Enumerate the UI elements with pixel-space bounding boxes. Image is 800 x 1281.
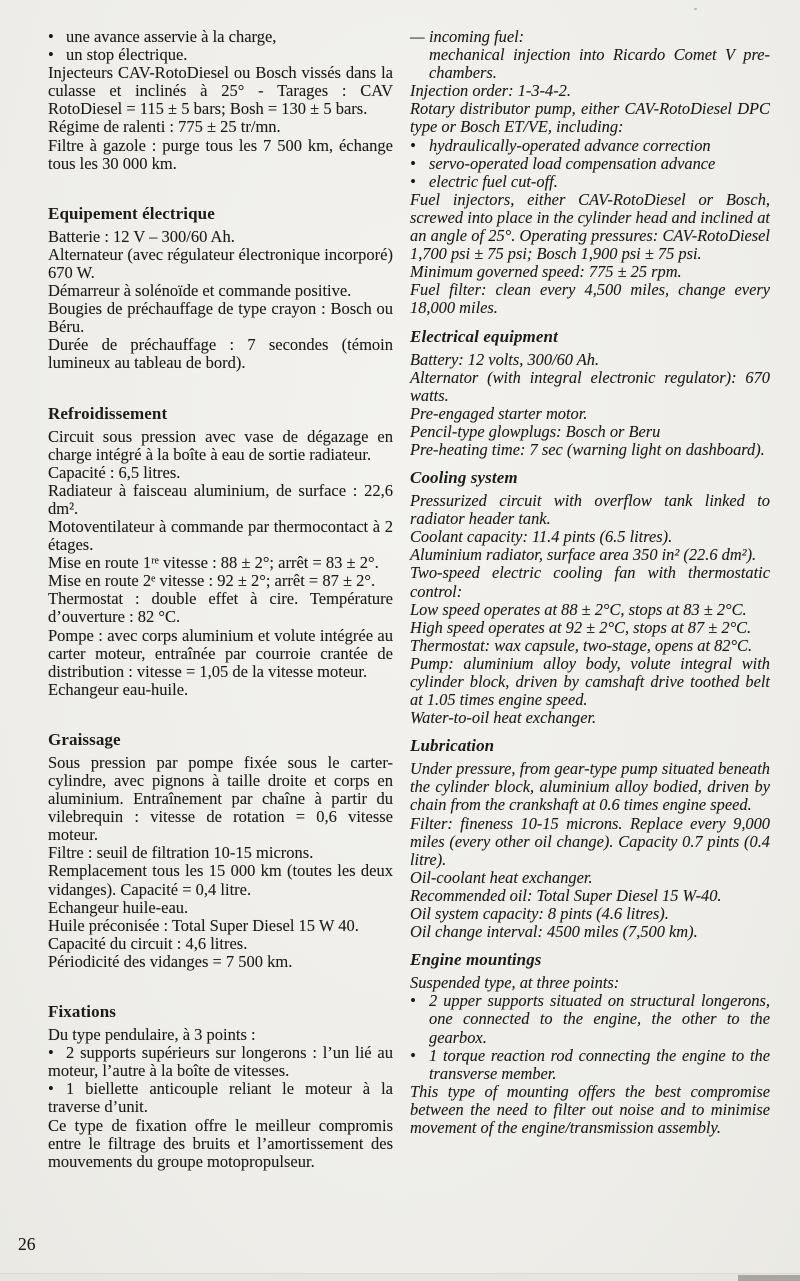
- paragraph-text: Alternator (with integral electronic regulator): 670 watts.: [410, 367, 770, 405]
- paragraph-text: Mise en route 2ᵉ vitesse : 92 ± 2°; arrêt = 87 ± 2°.: [48, 571, 376, 591]
- paragraph: [410, 1083, 770, 1137]
- paragraph-text: Motoventilateur à commande par thermocontact à 2 étages.: [48, 516, 393, 555]
- paragraph: [48, 627, 393, 681]
- paragraph: [48, 64, 393, 118]
- paragraph-text: hydraulically-operated advance correction: [429, 135, 711, 155]
- bullet-icon: •: [48, 45, 54, 65]
- paragraph-text: electric fuel cut-off.: [429, 171, 558, 191]
- paragraph: [410, 815, 770, 869]
- section: [410, 950, 770, 1137]
- paragraph: [48, 464, 393, 482]
- paragraph: [48, 754, 393, 844]
- paragraph-text: Low speed operates at 88 ± 2°C, stops at 83 ± 2°C.: [410, 599, 747, 619]
- section: [48, 204, 393, 373]
- paragraph-text: Echangeur eau-huile.: [48, 679, 189, 699]
- paragraph-text: Pump: aluminium alloy body, volute integral with cylinder block, driven by camshaft drive toothed belt at 1.05 times engine speed.: [410, 653, 770, 710]
- paragraph: [410, 441, 770, 459]
- paragraph: [48, 428, 393, 464]
- paragraph: [48, 572, 393, 590]
- english-column: [410, 28, 770, 1137]
- paragraph-text: Sous pression par pompe fixée sous le carter-cylindre, avec pignons à taille droite et corps en aluminium. Entraînement par chaîne à partir du vilebrequin : vitesse de rotation = 0,6 vitesse moteur.: [48, 752, 393, 845]
- paragraph: [48, 246, 393, 282]
- paragraph: [410, 655, 770, 709]
- paragraph: [410, 405, 770, 423]
- paragraph-text: Rotary distributor pump, either CAV-RotoDiesel DPC type or Bosch ET/VE, including:: [410, 99, 770, 137]
- section-heading: Graissage: [48, 729, 121, 749]
- paragraph-text: 1 torque reaction rod connecting the engine to the transverse member.: [429, 1045, 770, 1083]
- paragraph: [48, 1026, 393, 1044]
- paragraph-text: Mise en route 1ʳᵉ vitesse : 88 ± 2°; arrêt = 83 ± 2°.: [48, 553, 379, 573]
- french-column: [48, 28, 393, 1171]
- bullet-icon: •: [48, 27, 54, 46]
- scan-edge-band: [0, 1274, 800, 1281]
- paragraph: [48, 590, 393, 626]
- paragraph-text: Capacité : 6,5 litres.: [48, 462, 181, 482]
- paragraph-text: Capacité du circuit : 4,6 litres.: [48, 933, 248, 953]
- paragraph-text: Echangeur huile-eau.: [48, 897, 189, 917]
- bullet-item: [48, 1044, 393, 1080]
- bullet-item: [48, 28, 393, 46]
- paragraph-text: Fuel injectors, either CAV-RotoDiesel or Bosch, screwed into place in the cylinder head and inclined at an angle of 25°. Operating pressures: CAV-RotoDiesel 1,700 psi ± 75 psi; Bosch 1,900 psi ± 75 psi.: [410, 189, 770, 264]
- section: [410, 736, 770, 941]
- paragraph: [410, 601, 770, 619]
- scan-speck: [694, 8, 697, 10]
- paragraph-text: Thermostat : double effet à cire. Température d’ouverture : 82 °C.: [48, 589, 393, 627]
- bullet-item: [410, 137, 770, 155]
- paragraph-text: Recommended oil: Total Super Diesel 15 W-40.: [410, 885, 722, 905]
- paragraph-text: Filtre à gazole : purge tous les 7 500 km, échange tous les 30 000 km.: [48, 135, 393, 173]
- paragraph: [48, 300, 393, 336]
- paragraph: [410, 100, 770, 136]
- paragraph-text: Ce type de fixation offre le meilleur compromis entre le filtrage des bruits et l’amortissement des mouvements du groupe motopropulseur.: [48, 1115, 393, 1171]
- paragraph-text: Pompe : avec corps aluminium et volute intégrée au carter moteur, entraînée par courroie crantée de distribution : vitesse = 1,05 de la vitesse moteur.: [48, 625, 393, 681]
- section: [410, 468, 770, 727]
- bullet-icon: •: [48, 1079, 54, 1099]
- paragraph-text: Filtre : seuil de filtration 10-15 microns.: [48, 843, 314, 863]
- paragraph: [48, 917, 393, 935]
- page-number: 26: [18, 1234, 36, 1254]
- paragraph-text: Thermostat: wax capsule, two-stage, opens at 82°C.: [410, 635, 753, 655]
- paragraph-text: Pre-heating time: 7 sec (warning light on dashboard).: [410, 439, 765, 459]
- paragraph-text: Fuel filter: clean every 4,500 miles, change every 18,000 miles.: [410, 280, 770, 318]
- paragraph: [48, 862, 393, 898]
- dash-icon: —: [410, 27, 425, 46]
- paragraph: [48, 482, 393, 518]
- paragraph: [48, 336, 393, 372]
- scan-corner-mark: [738, 1275, 800, 1281]
- paragraph: [48, 518, 393, 554]
- paragraph: [410, 191, 770, 263]
- paragraph-text: Périodicité des vidanges = 7 500 km.: [48, 951, 293, 971]
- paragraph: [410, 923, 770, 941]
- paragraph-text: This type of mounting offers the best compromise between the need to filter out noise and to minimise movement of the engine/transmission assembly.: [410, 1081, 770, 1137]
- paragraph: [48, 899, 393, 917]
- paragraph-text: Injection order: 1-3-4-2.: [410, 81, 571, 101]
- paragraph: [48, 844, 393, 862]
- paragraph: [410, 709, 770, 727]
- paragraph-text: Water-to-oil heat exchanger.: [410, 708, 597, 728]
- paragraph: [410, 263, 770, 281]
- paragraph-text: 1 biellette anticouple reliant le moteur à la traverse d’unit.: [48, 1079, 393, 1117]
- paragraph-text: Minimum governed speed: 775 ± 25 rpm.: [410, 262, 682, 282]
- paragraph: [48, 554, 393, 572]
- paragraph: [48, 118, 393, 136]
- section: [48, 404, 393, 699]
- section: [48, 28, 393, 173]
- section: [48, 730, 393, 971]
- paragraph: [48, 1117, 393, 1171]
- bullet-icon: •: [410, 171, 416, 191]
- section: [48, 1002, 393, 1171]
- section-heading: Engine mountings: [410, 950, 542, 970]
- section-heading: Equipement électrique: [48, 203, 215, 223]
- paragraph-text: Alternateur (avec régulateur électronique incorporé) 670 W.: [48, 244, 393, 282]
- paragraph: [410, 281, 770, 317]
- paragraph-text: 2 upper supports situated on structural longerons, one connected to the engine, the other to the gearbox.: [429, 991, 770, 1047]
- paragraph-text: Two-speed electric cooling fan with thermostatic control:: [410, 563, 770, 601]
- paragraph-text: High speed operates at 92 ± 2°C, stops at 87 ± 2°C.: [410, 617, 752, 637]
- paragraph: [410, 619, 770, 637]
- bullet-icon: •: [410, 991, 416, 1011]
- bullet-icon: •: [48, 1043, 54, 1063]
- paragraph: [410, 546, 770, 564]
- section: [410, 327, 770, 460]
- paragraph: [410, 351, 770, 369]
- paragraph-text: Durée de préchauffage : 7 secondes (témoin lumineux au tableau de bord).: [48, 335, 393, 373]
- paragraph-text: Oil system capacity: 8 pints (4.6 litres).: [410, 904, 669, 924]
- paragraph: [410, 492, 770, 528]
- bullet-item: [410, 992, 770, 1046]
- bullet-item: [410, 173, 770, 191]
- paragraph-text: Démarreur à solénoïde et commande positive.: [48, 281, 352, 301]
- paragraph-text: Régime de ralenti : 775 ± 25 tr/mn.: [48, 117, 281, 137]
- bullet-icon: •: [410, 153, 416, 173]
- section: [410, 28, 770, 318]
- paragraph-text: une avance asservie à la charge,: [66, 27, 277, 46]
- paragraph: [48, 137, 393, 173]
- paragraph: [410, 46, 770, 82]
- paragraph-text: Pre-engaged starter motor.: [410, 403, 588, 423]
- paragraph-text: Oil-coolant heat exchanger.: [410, 867, 593, 887]
- paragraph-text: mechanical injection into Ricardo Comet V pre-chambers.: [429, 45, 770, 83]
- bullet-icon: •: [410, 135, 416, 155]
- paragraph: [48, 935, 393, 953]
- paragraph: [410, 637, 770, 655]
- paragraph-text: un stop électrique.: [66, 45, 188, 65]
- section-heading: Fixations: [48, 1002, 116, 1022]
- paragraph-text: Du type pendulaire, à 3 points :: [48, 1025, 256, 1045]
- paragraph: [48, 228, 393, 246]
- paragraph: [410, 369, 770, 405]
- section-heading: Refroidissement: [48, 403, 168, 423]
- paragraph: [410, 760, 770, 814]
- bullet-item: [48, 46, 393, 64]
- paragraph-text: Huile préconisée : Total Super Diesel 15 W 40.: [48, 915, 359, 935]
- paragraph: [410, 905, 770, 923]
- paragraph-text: incoming fuel:: [429, 27, 525, 46]
- paragraph-text: Filter: fineness 10-15 microns. Replace every 9,000 miles (every other oil change). Capacity 0.7 pints (0.4 litre).: [410, 813, 770, 869]
- paragraph-text: Under pressure, from gear-type pump situated beneath the cylinder block, aluminium alloy bodied, driven by chain from the crankshaft at 0.6 times engine speed.: [410, 759, 770, 815]
- paragraph-text: servo-operated load compensation advance: [429, 153, 716, 173]
- paragraph: [410, 564, 770, 600]
- paragraph: [410, 869, 770, 887]
- bullet-icon: •: [410, 1045, 416, 1065]
- dash-item: [410, 28, 770, 46]
- paragraph-text: Radiateur à faisceau aluminium, de surface : 22,6 dm².: [48, 480, 393, 518]
- paragraph-text: Coolant capacity: 11.4 pints (6.5 litres).: [410, 527, 673, 547]
- paragraph-text: Injecteurs CAV-RotoDiesel ou Bosch vissés dans la culasse et inclinés à 25° - Tarages : CAV RotoDiesel = 115 ± 5 bars; Bosh = 130 ± 5 bars.: [48, 63, 393, 119]
- paragraph: [410, 528, 770, 546]
- paragraph: [48, 681, 393, 699]
- paragraph-text: Battery: 12 volts, 300/60 Ah.: [410, 349, 600, 369]
- bullet-item: [410, 155, 770, 173]
- paragraph-text: Circuit sous pression avec vase de dégazage en charge intégré à la boîte à eau de sortie radiateur.: [48, 426, 393, 464]
- paragraph-text: Bougies de préchauffage de type crayon : Bosch ou Béru.: [48, 299, 393, 337]
- paragraph-text: Pressurized circuit with overflow tank linked to radiator header tank.: [410, 491, 770, 529]
- section-heading: Cooling system: [410, 468, 518, 488]
- paragraph: [410, 82, 770, 100]
- paragraph-text: Pencil-type glowplugs: Bosch or Beru: [410, 421, 661, 441]
- paragraph: [48, 953, 393, 971]
- paragraph: [410, 974, 770, 992]
- bullet-item: [410, 1047, 770, 1083]
- paragraph-text: Remplacement tous les 15 000 km (toutes les deux vidanges). Capacité = 0,4 litre.: [48, 861, 393, 899]
- paragraph: [48, 282, 393, 300]
- paragraph-text: Suspended type, at three points:: [410, 973, 620, 993]
- paragraph-text: Oil change interval: 4500 miles (7,500 km).: [410, 922, 698, 942]
- paragraph-text: Batterie : 12 V – 300/60 Ah.: [48, 226, 235, 246]
- paragraph: [410, 887, 770, 905]
- paragraph-text: 2 supports supérieurs sur longerons : l’un lié au moteur, l’autre à la boîte de vitesses.: [48, 1043, 393, 1081]
- paragraph: [410, 423, 770, 441]
- section-heading: Electrical equipment: [410, 326, 558, 346]
- paragraph-text: Aluminium radiator, surface area 350 in² (22.6 dm²).: [410, 545, 757, 565]
- bullet-item: [48, 1080, 393, 1116]
- section-heading: Lubrication: [410, 736, 495, 756]
